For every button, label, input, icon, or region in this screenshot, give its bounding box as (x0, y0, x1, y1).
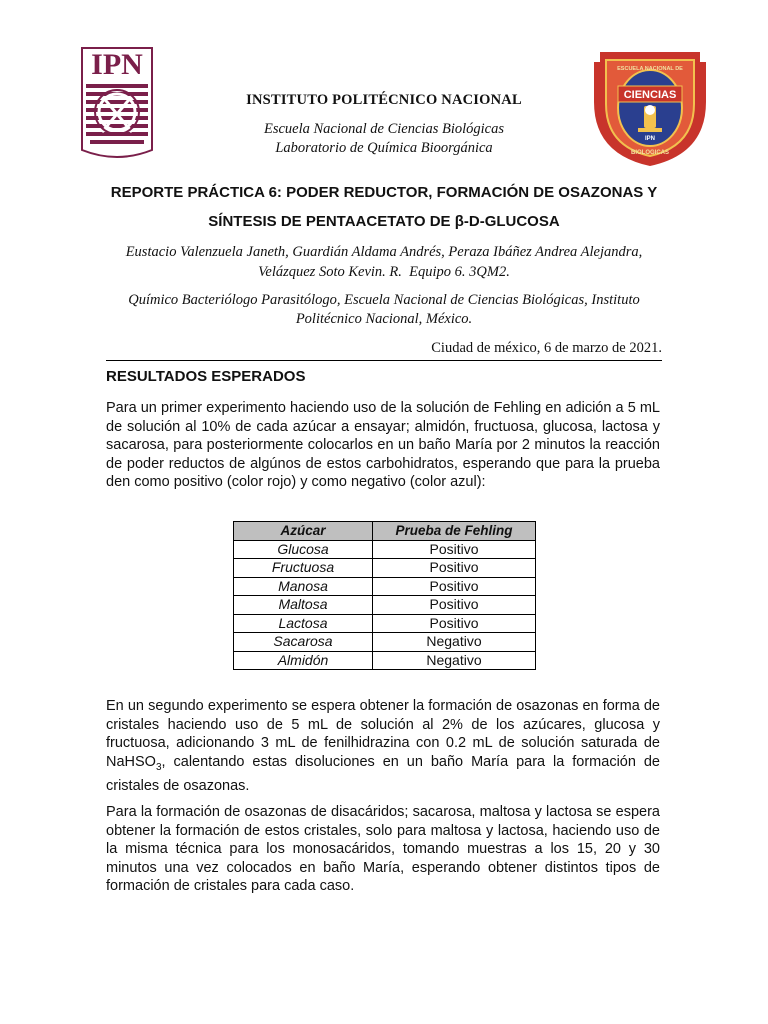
result-cell: Positivo (373, 596, 536, 615)
affiliation-line-1: Químico Bacteriólogo Parasitólogo, Escuela Nacional de Ciencias Biológicas, Instituto (128, 292, 640, 308)
sugar-cell: Lactosa (234, 614, 373, 633)
column-header-fehling: Prueba de Fehling (373, 522, 536, 541)
column-header-sugar: Azúcar (234, 522, 373, 541)
table-row (234, 577, 536, 596)
sugar-cell: Almidón (234, 651, 373, 670)
sugar-cell: Sacarosa (234, 633, 373, 652)
report-date: Ciudad de méxico, 6 de marzo de 2021. (431, 340, 662, 356)
encb-logo-bottom-text: BIOLOGICAS (630, 150, 670, 156)
paragraph-fehling: Para un primer experimento haciendo uso de la solución de Fehling en adición a 5 mL de solución al 10% de cada azúcar a ensayar; almidón, fructuosa, glucosa, lactosa y sacarosa, para posteriormente colocarlos en un baño María por 2 minutos la reacción de poder reductos de algúnos de estos carbohidratos, esperando que para la prueba den como positivo (color rojo) y como negativo (color azul): (106, 400, 660, 491)
result-cell: Positivo (373, 577, 536, 596)
table-row (234, 614, 536, 633)
encb-logo-small-text: IPN (644, 136, 656, 142)
report-title-line-1: REPORTE PRÁCTICA 6: PODER REDUCTOR, FORMACIÓN DE OSAZONAS Y (110, 184, 658, 201)
sugar-cell: Glucosa (234, 540, 373, 559)
table-header-row (234, 522, 536, 541)
result-cell: Negativo (373, 633, 536, 652)
sugar-cell: Fructuosa (234, 559, 373, 578)
institution-name: INSTITUTO POLITÉCNICO NACIONAL (246, 92, 522, 108)
sugar-cell: Manosa (234, 577, 373, 596)
paragraph-osazones-disaccharides: Para la formación de osazonas de disacáridos; sacarosa, maltosa y lactosa se espera obtener la formación de estos cristales, solo para maltosa y lactosa, haciendo uso de la misma técnica para los monosacáridos, tomando muestras a los 15, 20 y 30 minutos una vez colocados en baño María, esperando obtener distintos tipos de formación de cristales para cada caso. (106, 804, 660, 895)
table-row (234, 651, 536, 670)
header-divider (106, 360, 662, 361)
encb-logo-top-text: ESCUELA NACIONAL DE (617, 66, 683, 72)
lab-name: Laboratorio de Química Bioorgánica (275, 140, 493, 156)
paragraph-text: , calentando estas disoluciones en un baño María para la formación de cristales de osazonas. (106, 753, 660, 795)
authors-line-2: Velázquez Soto Kevin. R. Equipo 6. 3QM2. (258, 264, 510, 280)
table-row (234, 596, 536, 615)
paragraph-text: En un segundo experimento se espera obtener la formación de osazonas en forma de cristales haciendo uso de 5 mL de solución al 2% de los azúcares, glucosa y fructuosa, adicionando 3 mL de fenilhidrazina con 0.2 mL de solución saturada de NaHSO (106, 698, 660, 770)
encb-logo-center-text: CIENCIAS (623, 89, 677, 101)
ipn-logo-text: IPN (91, 48, 143, 81)
result-cell: Positivo (373, 559, 536, 578)
result-cell: Positivo (373, 614, 536, 633)
subscript-3: 3 (155, 761, 162, 773)
authors-line-1: Eustacio Valenzuela Janeth, Guardián Aldama Andrés, Peraza Ibáñez Andrea Alejandra, (125, 244, 643, 260)
result-cell: Positivo (373, 540, 536, 559)
paragraph-osazones-monosaccharides (106, 697, 660, 796)
school-name: Escuela Nacional de Ciencias Biológicas (263, 121, 504, 137)
sugar-cell: Maltosa (234, 596, 373, 615)
table-row (234, 559, 536, 578)
result-cell: Negativo (373, 651, 536, 670)
fehling-results-table (233, 521, 536, 670)
table-row (234, 540, 536, 559)
section-title: RESULTADOS ESPERADOS (106, 368, 306, 385)
table-row (234, 633, 536, 652)
affiliation-line-2: Politécnico Nacional, México. (295, 311, 473, 327)
report-title-line-2: SÍNTESIS DE PENTAACETATO DE β-D-GLUCOSA (208, 213, 560, 230)
